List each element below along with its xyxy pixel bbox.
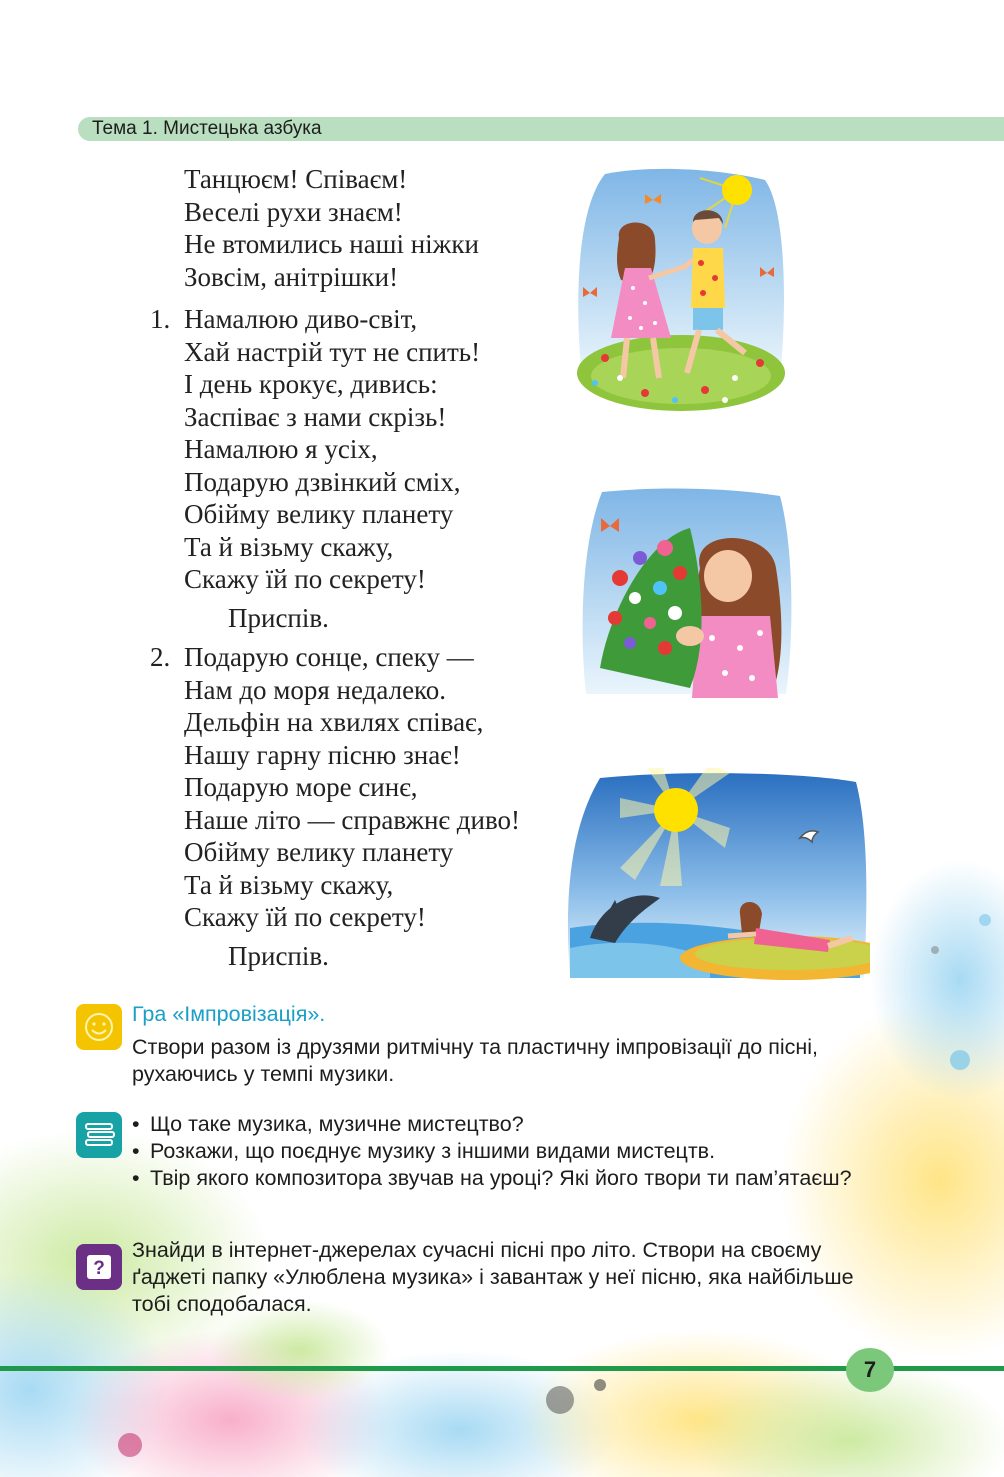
game-title: Гра «Імпровізація». [132,1002,326,1026]
verse-line: Хай настрій тут не спить! [184,336,481,367]
books-icon [76,1112,122,1158]
chorus-line: Танцюєм! Співаєм! [184,164,408,194]
verse-line: Намалюю диво-світ, [184,304,418,334]
game-task [132,1001,877,1088]
topic-title: Тема 1. Мистецька азбука [92,118,322,139]
refrain-label: Приспів. [228,602,329,633]
song-verse-2 [150,641,520,972]
verse-line: Подарую дзвінкий сміх, [184,466,461,497]
svg-text:?: ? [93,1258,105,1279]
sea-dolphin-illustration [560,768,870,988]
verse-line: Подарую море синє, [184,772,418,802]
chorus-line: Веселі рухи знаєм! [184,196,403,227]
game-description: Створи разом із друзями ритмічну та пластичну імпровізації до пісні, рухаючись у темпі музики. [132,1035,819,1086]
verse-number: 1. [150,304,171,334]
verse-line: Та й візьму скажу, [184,869,394,900]
refrain-label: Приспів. [228,940,329,971]
question-item: • Твір якого композитора звучав на уроці? Які його твори ти пам’ятаєш? [132,1165,867,1192]
verse-line: І день крокує, дивись: [184,369,438,399]
verse-line: Намалюю я усіх, [184,434,378,464]
question-item: • Розкажи, що поєднує музику з іншими видами мистецтв. [132,1138,867,1165]
verse-line: Обійму велику планету [184,837,454,867]
internet-task-text: Знайди в інтернет-джерелах сучасні пісні про літо. Створи на своєму ґаджеті папку «Улюблена музика» і завантаж у неї пісню, яка найбільше тобі сподобалася. [132,1238,854,1316]
chorus-line: Не втомились наші ніжки [184,229,479,259]
chorus-line: Зовсім, анітрішки! [184,261,399,292]
kids-dancing-illustration [575,168,787,412]
verse-line: Нам до моря недалеко. [184,674,447,705]
verse-line: Обійму велику планету [184,499,454,529]
verse-line: Наше літо — справжнє диво! [184,804,520,835]
question-mark-icon [76,1244,122,1290]
questions-list [132,1111,867,1192]
verse-line: Подарую сонце, спеку — [184,642,474,672]
song-verse-1 [150,303,480,634]
page-number: 7 [846,1348,894,1392]
verse-line: Скажу їй по секрету! [184,902,426,932]
smiley-icon [76,1004,122,1050]
question-item: • Що таке музика, музичне мистецтво? [132,1111,867,1138]
verse-line: Скажу їй по секрету! [184,564,426,594]
song-chorus [150,163,479,293]
verse-line: Дельфін на хвилях співає, [184,707,484,737]
girl-with-bouquet-illustration [580,488,798,704]
verse-number: 2. [150,642,171,672]
verse-line: Заспіває з нами скрізь! [184,401,447,432]
verse-line: Та й візьму скажу, [184,531,394,562]
verse-line: Нашу гарну пісню знає! [184,739,461,770]
